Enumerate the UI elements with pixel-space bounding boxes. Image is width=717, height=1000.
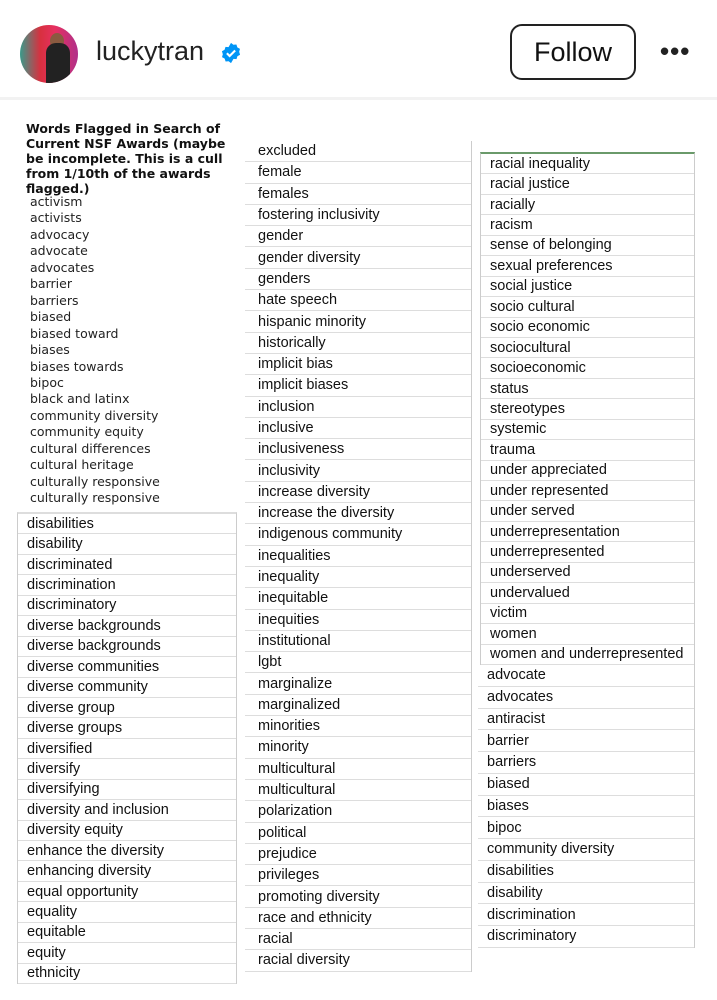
word-cell: bipoc	[30, 374, 64, 390]
document-title: Words Flagged in Search of Current NSF Awards (maybe be incomplete. This is a cull from 1/10th of the awards flagged.)	[26, 121, 226, 196]
word-cell: underrepresented	[481, 542, 694, 562]
word-cell: discriminatory	[478, 926, 694, 948]
word-cell: women and underrepresented	[481, 645, 694, 665]
word-cell: under appreciated	[481, 461, 694, 481]
word-cell: socio cultural	[481, 297, 694, 317]
word-cell: undervalued	[481, 583, 694, 603]
word-cell: diverse groups	[18, 718, 236, 738]
word-cell: under represented	[481, 481, 694, 501]
word-cell: racial inequality	[481, 154, 694, 174]
word-cell: discrimination	[18, 575, 236, 595]
word-cell: status	[481, 379, 694, 399]
word-cell: marginalized	[245, 695, 471, 716]
word-cell: implicit biases	[245, 375, 471, 396]
verified-badge-icon	[220, 42, 242, 64]
word-cell: cultural heritage	[30, 457, 134, 473]
word-cell: barriers	[478, 752, 694, 774]
word-cell: racial justice	[481, 174, 694, 194]
word-cell: advocate	[478, 665, 694, 687]
word-cell: equal opportunity	[18, 882, 236, 902]
flagged-words-document	[0, 110, 717, 1000]
word-cell: equality	[18, 902, 236, 922]
word-cell: inclusive	[245, 418, 471, 439]
word-cell: political	[245, 823, 471, 844]
word-cell: marginalize	[245, 673, 471, 694]
word-cell: racism	[481, 215, 694, 235]
word-cell: bipoc	[478, 817, 694, 839]
word-cell: discrimination	[478, 904, 694, 926]
word-cell: increase the diversity	[245, 503, 471, 524]
word-cell: inequality	[245, 567, 471, 588]
word-cell: systemic	[481, 420, 694, 440]
word-cell: ethnicity	[18, 964, 236, 984]
word-cell: socioeconomic	[481, 358, 694, 378]
word-cell: advocate	[30, 243, 88, 259]
word-cell: socio economic	[481, 318, 694, 338]
word-cell: activism	[30, 194, 83, 209]
word-cell: privileges	[245, 865, 471, 886]
word-cell: hispanic minority	[245, 311, 471, 332]
word-cell: minority	[245, 737, 471, 758]
word-cell: stereotypes	[481, 399, 694, 419]
column2-table	[245, 141, 472, 972]
word-cell: diversify	[18, 759, 236, 779]
word-cell: enhancing diversity	[18, 861, 236, 881]
word-cell: diversity and inclusion	[18, 800, 236, 820]
word-cell: biased	[478, 774, 694, 796]
word-cell: equity	[18, 943, 236, 963]
word-cell: racially	[481, 195, 694, 215]
word-cell: inequitable	[245, 588, 471, 609]
word-cell: lgbt	[245, 652, 471, 673]
word-cell: gender diversity	[245, 247, 471, 268]
word-cell: polarization	[245, 801, 471, 822]
word-cell: inclusivity	[245, 460, 471, 481]
word-cell: prejudice	[245, 844, 471, 865]
word-cell: barrier	[30, 276, 72, 292]
word-cell: gender	[245, 226, 471, 247]
avatar[interactable]	[20, 25, 78, 83]
word-cell: victim	[481, 604, 694, 624]
word-cell: fostering inclusivity	[245, 205, 471, 226]
post-header	[0, 0, 717, 100]
word-cell: sexual preferences	[481, 256, 694, 276]
column1-table	[17, 512, 237, 984]
word-cell: culturally responsive	[30, 473, 160, 489]
word-cell: female	[245, 162, 471, 183]
word-cell: biases towards	[30, 358, 124, 374]
word-cell: females	[245, 184, 471, 205]
word-cell: community diversity	[30, 407, 159, 423]
word-cell: enhance the diversity	[18, 841, 236, 861]
word-cell: inclusion	[245, 397, 471, 418]
word-cell: inclusiveness	[245, 439, 471, 460]
word-cell: discriminatory	[18, 596, 236, 616]
word-cell: advocates	[478, 687, 694, 709]
word-cell: underrepresentation	[481, 522, 694, 542]
word-cell: multicultural	[245, 759, 471, 780]
word-cell: racial	[245, 929, 471, 950]
word-cell: sense of belonging	[481, 236, 694, 256]
word-cell: diverse backgrounds	[18, 616, 236, 636]
word-cell: under served	[481, 501, 694, 521]
word-cell: multicultural	[245, 780, 471, 801]
word-cell: institutional	[245, 631, 471, 652]
column1-plain-list	[30, 194, 160, 507]
word-cell: historically	[245, 333, 471, 354]
word-cell: black and latinx	[30, 391, 130, 407]
word-cell: women	[481, 624, 694, 644]
word-cell: diverse backgrounds	[18, 637, 236, 657]
follow-button[interactable]: Follow	[510, 24, 636, 80]
word-cell: diverse group	[18, 698, 236, 718]
word-cell: disability	[478, 883, 694, 905]
word-cell: racial diversity	[245, 950, 471, 971]
word-cell: advocacy	[30, 226, 90, 242]
word-cell: cultural differences	[30, 440, 151, 456]
word-cell: diversified	[18, 739, 236, 759]
word-cell: barriers	[30, 292, 79, 308]
word-cell: barrier	[478, 730, 694, 752]
word-cell: diverse communities	[18, 657, 236, 677]
word-cell: advocates	[30, 259, 95, 275]
more-options-icon[interactable]: •••	[660, 36, 691, 66]
word-cell: diverse community	[18, 678, 236, 698]
word-cell: hate speech	[245, 290, 471, 311]
word-cell: discriminated	[18, 555, 236, 575]
word-cell: inequalities	[245, 546, 471, 567]
word-cell: underserved	[481, 563, 694, 583]
word-cell: activists	[30, 210, 82, 226]
word-cell: race and ethnicity	[245, 908, 471, 929]
word-cell: community equity	[30, 424, 144, 440]
word-cell: excluded	[245, 141, 471, 162]
word-cell: increase diversity	[245, 482, 471, 503]
word-cell: promoting diversity	[245, 886, 471, 907]
word-cell: sociocultural	[481, 338, 694, 358]
word-cell: disabilities	[18, 514, 236, 534]
word-cell: biases	[478, 796, 694, 818]
word-cell: biased	[30, 309, 72, 325]
word-cell: genders	[245, 269, 471, 290]
word-cell: disabilities	[478, 861, 694, 883]
username[interactable]: luckytran	[96, 36, 205, 66]
word-cell: diversity equity	[18, 821, 236, 841]
word-cell: equitable	[18, 923, 236, 943]
word-cell: biased toward	[30, 325, 119, 341]
word-cell: community diversity	[478, 839, 694, 861]
word-cell: culturally responsive	[30, 490, 160, 506]
word-cell: inequities	[245, 610, 471, 631]
word-cell: indigenous community	[245, 524, 471, 545]
word-cell: diversifying	[18, 780, 236, 800]
word-cell: biases	[30, 342, 70, 358]
column3-table-top	[480, 152, 695, 665]
word-cell: implicit bias	[245, 354, 471, 375]
word-cell: trauma	[481, 440, 694, 460]
word-cell: social justice	[481, 277, 694, 297]
word-cell: antiracist	[478, 709, 694, 731]
word-cell: disability	[18, 534, 236, 554]
column3-table-bottom	[478, 665, 695, 948]
word-cell: minorities	[245, 716, 471, 737]
